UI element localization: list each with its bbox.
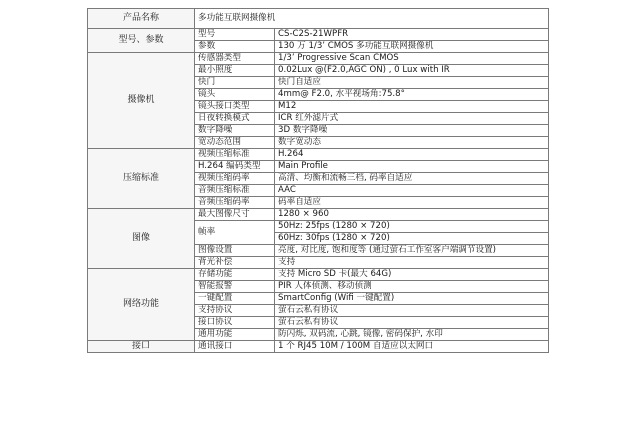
spec-value: H.264: [275, 149, 549, 161]
spec-label: 镜头接口类型: [195, 101, 275, 113]
spec-value: CS-C2S-21WPFR: [275, 29, 549, 41]
spec-value: PIR 人体侦测、移动侦测: [275, 281, 549, 293]
category-cell: 网络功能: [88, 269, 195, 341]
spec-label: 数字降噪: [195, 125, 275, 137]
spec-value: 亮度, 对比度, 饱和度等 (通过萤石工作室客户端调节设置): [275, 245, 549, 257]
spec-label: 接口协议: [195, 317, 275, 329]
spec-value: 码率自适应: [275, 197, 549, 209]
spec-label: 一键配置: [195, 293, 275, 305]
spec-label: 最大图像尺寸: [195, 209, 275, 221]
spec-label: 型号: [195, 29, 275, 41]
spec-label: 宽动态范围: [195, 137, 275, 149]
spec-label: 智能报警: [195, 281, 275, 293]
spec-label: 帧率: [195, 221, 275, 245]
spec-label: H.264 编码类型: [195, 161, 275, 173]
spec-value: 支持: [275, 257, 549, 269]
spec-value: 4mm@ F2.0, 水平视场角:75.8°: [275, 89, 549, 101]
spec-label: 镜头: [195, 89, 275, 101]
table-row: [88, 149, 549, 161]
spec-value: 防闪烁, 双码流, 心跳, 镜像, 密码保护, 水印: [275, 329, 549, 341]
spec-table: [87, 8, 549, 353]
spec-value: 60Hz: 30fps (1280 × 720): [275, 233, 549, 245]
spec-label: 背光补偿: [195, 257, 275, 269]
table-row: [88, 9, 549, 29]
spec-value: 高清、均衡和流畅三档, 码率自适应: [275, 173, 549, 185]
table-row: [88, 341, 549, 353]
spec-value: ICR 红外滤片式: [275, 113, 549, 125]
spec-value: Main Profile: [275, 161, 549, 173]
spec-label: 视频压缩标准: [195, 149, 275, 161]
spec-label: 参数: [195, 41, 275, 53]
spec-label: 音频压缩码率: [195, 197, 275, 209]
table-row: [88, 269, 549, 281]
spec-value: 萤石云私有协议: [275, 317, 549, 329]
spec-value: 50Hz: 25fps (1280 × 720): [275, 221, 549, 233]
category-cell: 摄像机: [88, 53, 195, 149]
spec-value: 3D 数字降噪: [275, 125, 549, 137]
spec-label: 通讯接口: [195, 341, 275, 353]
spec-value: 0.02Lux @(F2.0,AGC ON) , 0 Lux with IR: [275, 65, 549, 77]
category-cell: 产品名称: [88, 9, 195, 29]
spec-label: 图像设置: [195, 245, 275, 257]
spec-label: 通用功能: [195, 329, 275, 341]
spec-label: 支持协议: [195, 305, 275, 317]
table-row: [88, 53, 549, 65]
spec-value: 支持 Micro SD 卡(最大 64G): [275, 269, 549, 281]
spec-label: 快门: [195, 77, 275, 89]
spec-value: 1 个 RJ45 10M / 100M 自适应以太网口: [275, 341, 549, 353]
spec-label: 最小照度: [195, 65, 275, 77]
spec-value: 快门自适应: [275, 77, 549, 89]
category-cell: 图像: [88, 209, 195, 269]
spec-value: 1/3’ Progressive Scan CMOS: [275, 53, 549, 65]
spec-label: 音频压缩标准: [195, 185, 275, 197]
spec-value: M12: [275, 101, 549, 113]
spec-label: 存储功能: [195, 269, 275, 281]
spec-value: 1280 × 960: [275, 209, 549, 221]
spec-value: 萤石云私有协议: [275, 305, 549, 317]
spec-label: 传感器类型: [195, 53, 275, 65]
spec-value: AAC: [275, 185, 549, 197]
spec-value: SmartConfig (Wifi 一键配置): [275, 293, 549, 305]
product-name-value: 多功能互联网摄像机: [195, 9, 549, 29]
spec-value: 数字宽动态: [275, 137, 549, 149]
table-row: [88, 29, 549, 41]
category-cell: 型号、参数: [88, 29, 195, 53]
table-row: [88, 209, 549, 221]
category-cell: 压缩标准: [88, 149, 195, 209]
category-cell: 接口: [88, 341, 195, 353]
spec-label: 日夜转换模式: [195, 113, 275, 125]
spec-value: 130 万 1/3’ CMOS 多功能互联网摄像机: [275, 41, 549, 53]
spec-label: 视频压缩码率: [195, 173, 275, 185]
